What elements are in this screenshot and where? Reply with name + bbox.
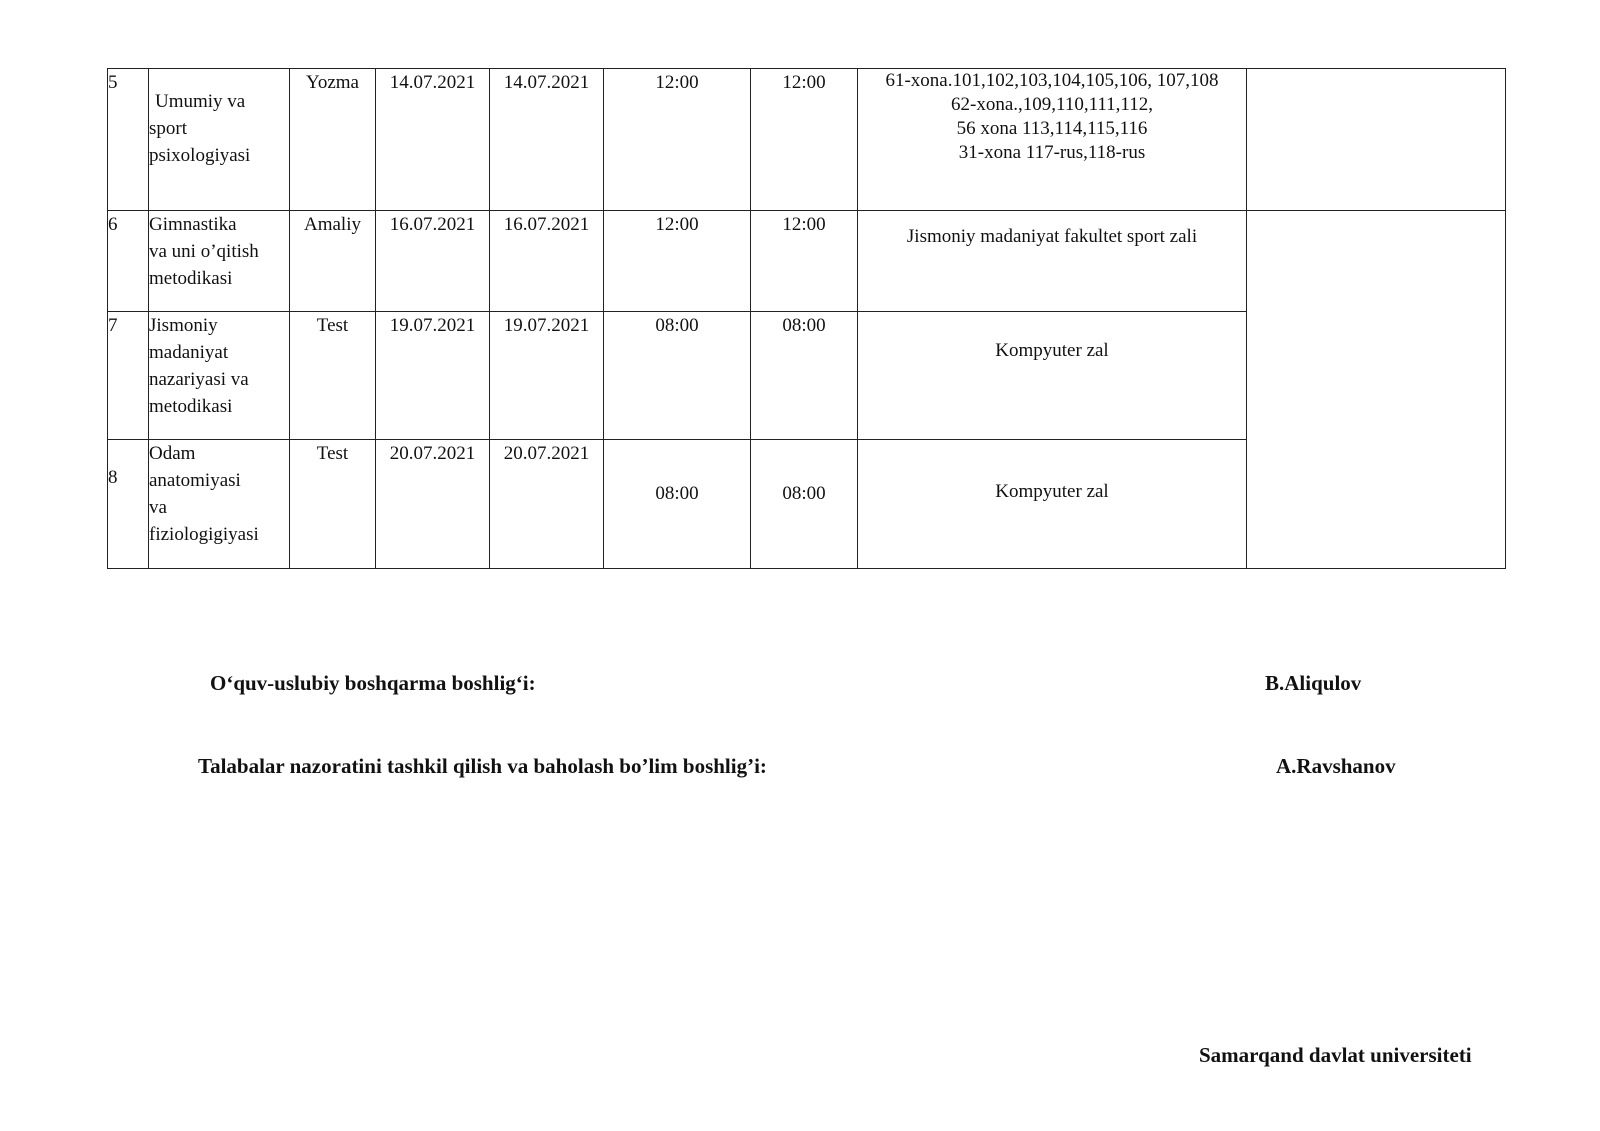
subject-line: va uni o’qitish [149,241,259,262]
exam-date: 14.07.2021 [376,69,490,211]
subject-cell [149,440,290,569]
row-number: 5 [108,69,149,211]
exam-date-repeat: 19.07.2021 [490,312,604,440]
subject-line: metodikasi [149,396,233,417]
subject-cell [149,211,290,312]
exam-time: 08:00 [604,440,751,569]
subject-cell [149,312,290,440]
room-line: 31-xona 117-rus,118-rus [958,142,1146,163]
exam-form: Test [290,312,376,440]
subject-line: fiziologigiyasi [149,524,259,545]
university-name: Samarqand davlat universiteti [1199,1043,1472,1067]
exam-date: 16.07.2021 [376,211,490,312]
exam-date-repeat: 16.07.2021 [490,211,604,312]
table-row [108,69,1506,211]
table-row [108,211,1506,312]
room-line: Jismoniy madaniyat fakultet sport zali [906,226,1198,247]
exam-date-repeat: 14.07.2021 [490,69,604,211]
exam-date: 19.07.2021 [376,312,490,440]
row-number: 7 [108,312,149,440]
empty-cell [1247,69,1506,211]
subject-line: anatomiyasi [149,470,241,491]
exam-time-repeat: 12:00 [751,69,858,211]
subject-line: va [149,497,167,518]
subject-line: psixologiyasi [149,145,251,166]
subject-line: metodikasi [149,268,233,289]
subject-line: nazariyasi va [149,369,249,390]
exam-time: 12:00 [604,69,751,211]
subject-line: Odam [149,443,196,464]
exam-schedule-table [107,68,1506,569]
exam-form: Yozma [290,69,376,211]
subject-line: Gimnastika [149,214,237,235]
room-line: 62-xona.,109,110,111,112, [951,94,1153,115]
exam-time-repeat: 12:00 [751,211,858,312]
subject-line: madaniyat [149,342,229,363]
exam-date: 20.07.2021 [376,440,490,569]
exam-time-repeat: 08:00 [751,312,858,440]
signature-name-1: B.Aliqulov [1265,671,1362,695]
signature-name-2: A.Ravshanov [1276,754,1396,778]
room-cell [858,69,1247,211]
subject-line: sport [149,118,187,139]
subject-cell [149,69,290,211]
empty-merged-cell [1247,211,1506,569]
exam-time: 12:00 [604,211,751,312]
subject-line: Jismoniy [149,315,218,336]
row-number: 6 [108,211,149,312]
room-cell [858,440,1247,569]
room-cell [858,312,1247,440]
room-cell [858,211,1247,312]
exam-time-repeat: 08:00 [751,440,858,569]
row-number: 8 [108,440,149,569]
signature-title-2: Talabalar nazoratini tashkil qilish va baholash bo’lim boshlig’i: [198,754,767,778]
exam-time: 08:00 [604,312,751,440]
room-line: Kompyuter zal [995,340,1109,361]
room-line: 61-xona.101,102,103,104,105,106, 107,108 [885,70,1219,91]
room-line: 56 xona 113,114,115,116 [956,118,1148,139]
exam-form: Test [290,440,376,569]
exam-form: Amaliy [290,211,376,312]
room-line: Kompyuter zal [995,481,1109,502]
signature-title-1: O‘quv-uslubiy boshqarma boshlig‘i: [210,671,536,695]
exam-date-repeat: 20.07.2021 [490,440,604,569]
subject-line: Umumiy va [155,91,246,112]
